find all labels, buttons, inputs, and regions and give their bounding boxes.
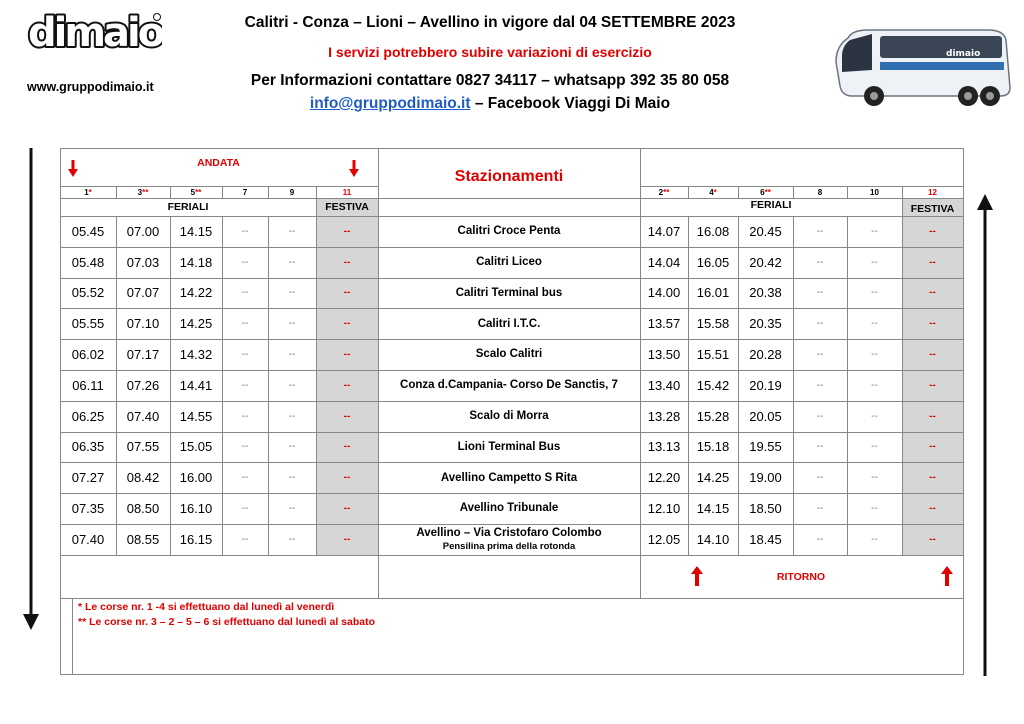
stop-name-text: Calitri Liceo: [476, 256, 542, 268]
ritorno-time-cell: --: [816, 533, 824, 545]
andata-time-cell: 07.40: [126, 408, 160, 424]
ritorno-time-cell: 18.45: [749, 531, 782, 547]
stop-name-text: Calitri Terminal bus: [455, 286, 563, 299]
ritorno-time-cell: 20.42: [749, 254, 782, 270]
ritorno-time-cell: --: [929, 503, 936, 515]
stop-name: [378, 401, 640, 432]
andata-time-cell: 14.32: [179, 347, 213, 363]
ritorno-time-cell: 12.20: [647, 470, 681, 486]
col-number: 11: [342, 187, 352, 197]
ritorno-time-cell: --: [871, 225, 878, 237]
stop-name-text: Scalo Calitri: [475, 348, 543, 361]
stop-name: [378, 493, 640, 524]
andata-time-cell: --: [241, 472, 249, 484]
andata-time-cell: --: [288, 287, 296, 299]
ritorno-time-cell: --: [816, 503, 824, 515]
ritorno-time-cell: 19.00: [749, 470, 782, 486]
andata-time-cell: --: [241, 318, 249, 330]
col-number: 3: [137, 187, 143, 197]
ritorno-time-cell: 20.19: [749, 377, 782, 393]
ritorno-time-cell: 15.28: [696, 408, 730, 424]
andata-arrow-left-icon: [68, 160, 78, 177]
ritorno-label-text: RITORNO: [776, 571, 826, 583]
contact-info: Per Informazioni contattare 0827 34117 – whatsapp 392 35 80 058: [250, 72, 730, 89]
ritorno-time-cell: 16.01: [696, 285, 730, 301]
stop-name-text: Avellino Campetto S Rita: [440, 471, 578, 484]
andata-time-cell: 16.10: [179, 501, 213, 517]
andata-time-cell: 14.41: [179, 377, 213, 393]
ritorno-time-cell: 13.40: [647, 377, 681, 393]
andata-col-4: [222, 186, 268, 198]
andata-time-cell: --: [343, 503, 351, 515]
andata-time-cell: --: [343, 318, 351, 330]
col-number: 9: [289, 187, 295, 197]
stop-name-text: Conza d.Campania- Corso De Sanctis, 7: [400, 379, 618, 392]
andata-time-cell: --: [241, 379, 249, 391]
ritorno-time-cell: 12.05: [647, 531, 681, 547]
andata-time-cell: --: [343, 410, 351, 422]
col-star: **: [764, 187, 771, 197]
andata-col-2: [116, 186, 170, 198]
andata-time-cell: --: [288, 410, 296, 422]
stop-name: [378, 524, 640, 555]
andata-time-cell: --: [343, 256, 351, 268]
stop-name-text: Scalo di Morra: [469, 410, 549, 422]
ritorno-time-cell: --: [929, 533, 936, 545]
andata-time-cell: --: [241, 410, 249, 422]
ritorno-time-cell: 14.00: [647, 285, 681, 301]
andata-time-cell: 07.00: [126, 223, 160, 239]
andata-time-cell: --: [288, 349, 296, 361]
col-number: 5: [190, 187, 196, 197]
stop-name: [378, 216, 640, 247]
andata-time-cell: 14.22: [179, 285, 213, 301]
ritorno-time-cell: 14.25: [696, 470, 730, 486]
ritorno-time-cell: 19.55: [749, 439, 782, 455]
stazionamenti-text: Stazionamenti: [454, 168, 564, 185]
ritorno-time-cell: --: [816, 441, 824, 453]
festiva-label-andata: FESTIVA: [325, 201, 369, 213]
col-number: 8: [817, 187, 823, 197]
stop-subtitle: Pensilina prima della rotonda: [442, 540, 576, 552]
ritorno-time-cell: --: [929, 441, 936, 453]
andata-time-cell: --: [241, 503, 249, 515]
andata-time-cell: 08.55: [126, 531, 160, 547]
ritorno-time-cell: 15.51: [696, 347, 730, 363]
notes-margin-line: [72, 598, 73, 674]
andata-time-cell: --: [288, 533, 296, 545]
andata-time-cell: --: [343, 287, 351, 299]
feriali-label-andata: FERIALI: [167, 201, 209, 213]
ritorno-time-cell: 14.04: [647, 254, 681, 270]
bus-brand: dimaio: [946, 49, 981, 59]
andata-time-cell: 07.35: [71, 501, 105, 517]
andata-time-cell: --: [288, 256, 296, 268]
stop-name-text: Avellino Tribunale: [459, 502, 559, 515]
andata-col-1: [60, 186, 116, 198]
ritorno-time-cell: 13.57: [647, 316, 681, 332]
ritorno-time-cell: --: [929, 349, 936, 361]
andata-time-cell: 15.05: [179, 439, 213, 455]
feriali-label-ritorno: FERIALI: [750, 199, 792, 211]
andata-time-cell: --: [241, 256, 249, 268]
andata-time-cell: 05.48: [71, 254, 105, 270]
ritorno-time-cell: 12.10: [647, 501, 681, 517]
stop-name-text: Calitri Croce Penta: [457, 225, 561, 238]
col-number: 4: [709, 187, 714, 197]
andata-direction-arrow-icon: [22, 148, 40, 632]
ritorno-time-cell: --: [871, 472, 878, 484]
andata-col-5: [268, 186, 316, 198]
ritorno-time-cell: --: [871, 410, 878, 422]
andata-time-cell: 07.55: [126, 439, 160, 455]
ritorno-time-cell: 20.38: [749, 285, 782, 301]
andata-time-cell: 06.11: [72, 377, 104, 393]
ritorno-time-cell: 14.07: [647, 223, 681, 239]
ritorno-time-cell: --: [871, 318, 878, 330]
andata-label-text: ANDATA: [197, 157, 240, 169]
ritorno-time-cell: 15.58: [696, 316, 730, 332]
ritorno-time-cell: --: [929, 472, 936, 484]
ritorno-time-cell: --: [871, 503, 878, 515]
notes: [78, 600, 375, 630]
service-warning: I servizi potrebbero subire variazioni di esercizio: [328, 44, 652, 60]
andata-time-cell: 14.55: [179, 408, 213, 424]
bus-image: [828, 26, 1012, 114]
andata-time-cell: 07.10: [126, 316, 160, 332]
andata-time-cell: 06.25: [71, 408, 105, 424]
ritorno-col-6: [902, 186, 963, 198]
andata-label: [60, 150, 377, 176]
ritorno-time-cell: 16.05: [696, 254, 730, 270]
page-title: Calitri - Conza – Lioni – Avellino in vigore dal 04 SETTEMBRE 2023: [244, 14, 736, 31]
ritorno-time-cell: 16.08: [696, 223, 730, 239]
ritorno-time-cell: 14.15: [696, 501, 730, 517]
ritorno-time-cell: --: [871, 287, 878, 299]
andata-time-cell: --: [241, 225, 249, 237]
stop-name: [378, 247, 640, 278]
ritorno-time-cell: --: [816, 349, 824, 361]
ritorno-label: [640, 556, 962, 598]
andata-time-cell: --: [241, 441, 249, 453]
stop-name: [378, 339, 640, 370]
ritorno-time-cell: 20.35: [749, 316, 782, 332]
andata-col-3: [170, 186, 222, 198]
andata-time-cell: 07.27: [71, 470, 105, 486]
andata-col-6: [316, 186, 378, 198]
andata-time-cell: 05.52: [71, 285, 105, 301]
andata-time-cell: --: [241, 349, 249, 361]
andata-time-cell: --: [343, 379, 351, 391]
andata-time-cell: --: [343, 533, 351, 545]
andata-time-cell: 14.15: [179, 223, 213, 239]
ritorno-time-cell: 13.28: [647, 408, 681, 424]
andata-time-cell: --: [288, 379, 296, 391]
andata-time-cell: --: [288, 503, 296, 515]
col-number: 10: [870, 187, 879, 197]
ritorno-time-cell: --: [871, 441, 878, 453]
andata-time-cell: --: [288, 472, 296, 484]
andata-time-cell: 07.26: [126, 377, 160, 393]
ritorno-time-cell: --: [816, 318, 824, 330]
andata-time-cell: --: [343, 349, 351, 361]
andata-time-cell: --: [288, 318, 296, 330]
col-star: **: [663, 187, 670, 197]
ritorno-arrow-right-icon: [941, 566, 953, 586]
andata-time-cell: 16.00: [179, 470, 213, 486]
andata-time-cell: 07.17: [126, 347, 160, 363]
stop-name-text: Lioni Terminal Bus: [457, 440, 561, 453]
ritorno-time-cell: 20.45: [749, 223, 782, 239]
col-star: *: [713, 187, 717, 197]
ritorno-time-cell: --: [816, 287, 824, 299]
ritorno-time-cell: 15.42: [696, 377, 730, 393]
ritorno-arrow-left-icon: [691, 566, 703, 586]
stop-name-text: Calitri I.T.C.: [477, 317, 541, 330]
andata-arrow-right-icon: [349, 160, 359, 177]
andata-time-cell: --: [288, 225, 296, 237]
ritorno-time-cell: --: [929, 379, 936, 391]
grid-hline: [60, 598, 963, 599]
andata-time-cell: 07.03: [126, 254, 160, 270]
andata-time-cell: --: [241, 287, 249, 299]
ritorno-time-cell: --: [816, 410, 824, 422]
andata-time-cell: 05.45: [71, 223, 105, 239]
col-star: *: [88, 187, 92, 197]
stop-name: [378, 308, 640, 339]
website-text: www.gruppodimaio.it: [27, 80, 154, 94]
festiva-label-ritorno: FESTIVA: [910, 203, 955, 215]
andata-time-cell: --: [288, 441, 296, 453]
ritorno-time-cell: --: [816, 225, 824, 237]
ritorno-time-cell: 20.05: [749, 408, 782, 424]
ritorno-time-cell: --: [871, 256, 878, 268]
ritorno-time-cell: 18.50: [749, 501, 782, 517]
ritorno-time-cell: --: [929, 256, 936, 268]
ritorno-direction-arrow-icon: [976, 194, 994, 676]
stop-name: [378, 370, 640, 401]
andata-time-cell: 08.42: [126, 470, 160, 486]
andata-time-cell: --: [343, 441, 351, 453]
stop-name-text: Avellino – Via Cristofaro Colombo: [416, 527, 602, 540]
ritorno-time-cell: 13.50: [647, 347, 681, 363]
andata-time-cell: 14.18: [179, 254, 213, 270]
andata-time-cell: 07.40: [71, 531, 105, 547]
facebook-text: – Facebook Viaggi Di Maio: [470, 95, 671, 112]
ritorno-time-cell: --: [929, 410, 936, 422]
ritorno-time-cell: --: [871, 533, 878, 545]
note-1: * Le corse nr. 1 -4 si effettuano dal lunedì al venerdì: [78, 601, 335, 613]
col-number: 1: [84, 187, 89, 197]
ritorno-time-cell: 13.13: [647, 439, 681, 455]
andata-time-cell: 14.25: [179, 316, 213, 332]
col-number: 12: [928, 187, 937, 197]
ritorno-time-cell: 14.10: [696, 531, 730, 547]
ritorno-time-cell: --: [871, 379, 878, 391]
ritorno-time-cell: --: [871, 349, 878, 361]
stazionamenti-header: [378, 150, 640, 196]
andata-time-cell: 07.07: [126, 285, 160, 301]
andata-time-cell: 08.50: [126, 501, 160, 517]
ritorno-time-cell: --: [816, 256, 824, 268]
col-number: 7: [242, 187, 248, 197]
ritorno-time-cell: --: [816, 472, 824, 484]
andata-time-cell: --: [343, 472, 351, 484]
col-number: 2: [658, 187, 664, 197]
andata-time-cell: --: [343, 225, 351, 237]
ritorno-time-cell: --: [929, 287, 936, 299]
note-2: ** Le corse nr. 3 – 2 – 5 – 6 si effettuano dal lunedì al sabato: [78, 616, 376, 628]
stop-name: [378, 278, 640, 309]
andata-time-cell: 06.35: [71, 439, 105, 455]
stop-name: [378, 432, 640, 463]
col-star: **: [142, 187, 149, 197]
stop-name: [378, 462, 640, 493]
ritorno-time-cell: --: [816, 379, 824, 391]
ritorno-time-cell: 15.18: [696, 439, 730, 455]
ritorno-time-cell: 20.28: [749, 347, 782, 363]
col-number: 6: [760, 187, 765, 197]
email-link[interactable]: info@gruppodimaio.it: [309, 95, 471, 112]
col-star: **: [195, 187, 202, 197]
andata-time-cell: 16.15: [179, 531, 213, 547]
andata-time-cell: 06.02: [71, 347, 105, 363]
logo-text: dimaio: [28, 10, 162, 54]
ritorno-time-cell: --: [929, 225, 936, 237]
andata-time-cell: 05.55: [71, 316, 105, 332]
ritorno-time-cell: --: [929, 318, 936, 330]
andata-time-cell: --: [241, 533, 249, 545]
